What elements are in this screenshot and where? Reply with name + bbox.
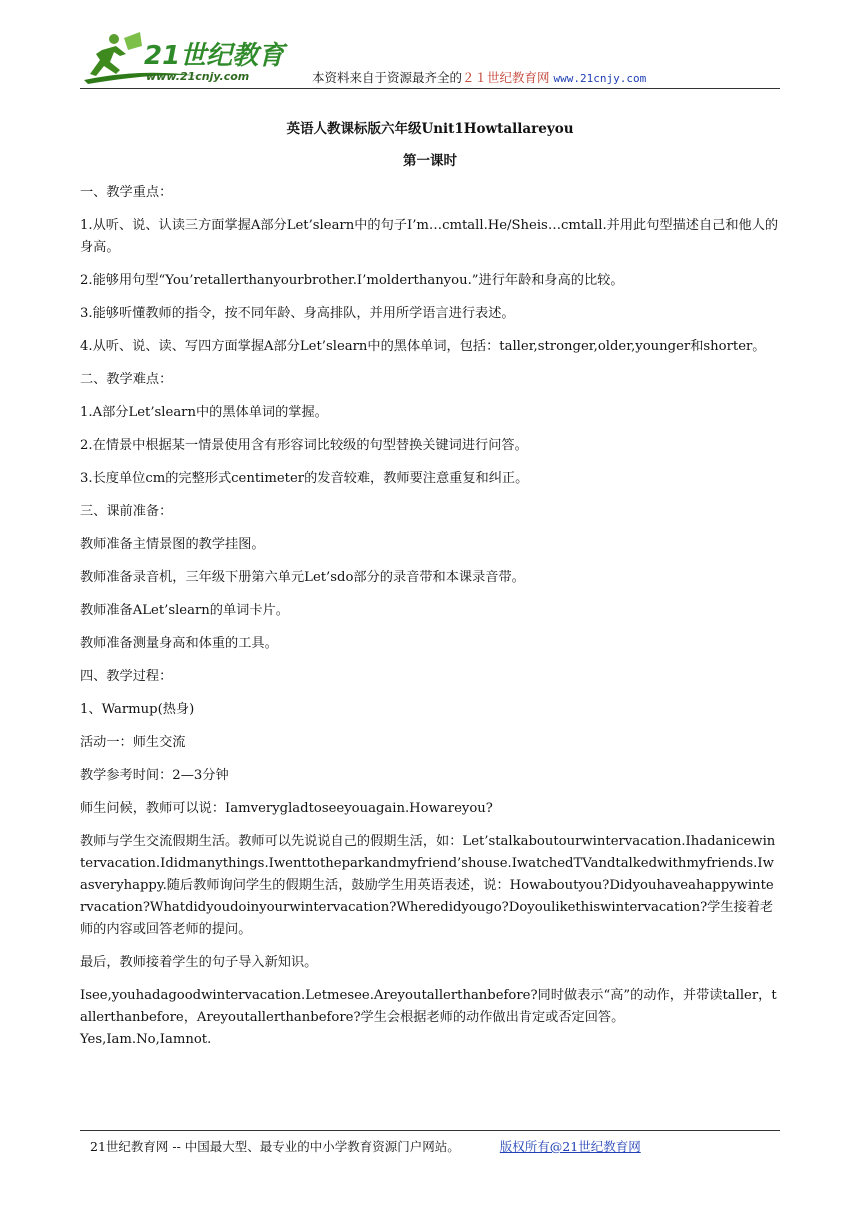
paragraph: 教师准备ALet’slearn的单词卡片。	[80, 603, 289, 618]
paragraph: Yes,Iam.No,Iamnot.	[80, 1032, 212, 1047]
paragraph: 1、Warmup(热身)	[80, 702, 195, 717]
paragraph-list	[80, 182, 780, 1051]
svg-text:21世纪教育: 21世纪教育	[144, 41, 285, 71]
paragraph: 活动一：师生交流	[80, 735, 186, 750]
paragraph: 教师准备测量身高和体重的工具。	[80, 636, 278, 651]
paragraph: 最后，教师接着学生的句子导入新知识。	[80, 955, 318, 970]
paragraph: 教师准备录音机，三年级下册第六单元Let’sdo部分的录音带和本课录音带。	[80, 570, 525, 585]
paragraph: 4.从听、说、读、写四方面掌握A部分Let’slearn中的黑体单词，包括：taller,stronger,older,younger和shorter。	[80, 339, 766, 354]
footer-text: 21世纪教育网 -- 中国最大型、最专业的中小学教育资源门户网站。	[90, 1139, 460, 1154]
header-highlight: ２１世纪教育网	[462, 70, 550, 85]
paragraph: 教学参考时间：2—3分钟	[80, 768, 229, 783]
paragraph: 师生问候，教师可以说：Iamverygladtoseeyouagain.Howareyou?	[80, 801, 493, 816]
footer-divider	[80, 1130, 780, 1131]
paragraph: 四、教学过程：	[80, 669, 173, 684]
paragraph: 2.能够用句型“You’retallerthanyourbrother.I’molderthanyou.”进行年龄和身高的比较。	[80, 273, 624, 288]
page-footer	[90, 1137, 641, 1155]
paragraph: 3.长度单位cm的完整形式centimeter的发音较难，教师要注意重复和纠正。	[80, 471, 529, 486]
paragraph: 1.A部分Let’slearn中的黑体单词的掌握。	[80, 405, 328, 420]
paragraph: 一、教学重点：	[80, 185, 173, 200]
header-source-text	[312, 68, 646, 86]
document-body	[80, 118, 780, 1062]
header-prefix: 本资料来自于资源最齐全的	[312, 70, 463, 85]
footer-copyright-link[interactable]: 版权所有@21世纪教育网	[499, 1139, 641, 1154]
header-divider	[80, 88, 780, 89]
header-url-link[interactable]: www.21cnjy.com	[553, 72, 647, 85]
svg-text:www.21cnjy.com: www.21cnjy.com	[146, 70, 250, 83]
paragraph: 三、课前准备：	[80, 504, 173, 519]
paragraph: 1.从听、说、认读三方面掌握A部分Let’slearn中的句子I’m…cmtall.He/Sheis…cmtall.并用此句型描述自己和他人的身高。	[80, 218, 779, 255]
page-header	[80, 24, 780, 90]
paragraph: Isee,youhadagoodwintervacation.Letmesee.Areyoutallerthanbefore?同时做表示“高”的动作，并带读taller，tallerthanbefore，Areyoutallerthanbefore?学生会根据老师的动作做出肯定或否定回答。	[80, 988, 777, 1025]
paragraph: 3.能够听懂教师的指令，按不同年龄、身高排队，并用所学语言进行表述。	[80, 306, 515, 321]
paragraph: 教师与学生交流假期生活。教师可以先说说自己的假期生活，如：Let’stalkaboutourwintervacation.Ihadanicewintervacation.Ididmanythings.Iwenttotheparkandmyfriend’shouse.IwatchedTVandtalkedwithmyfriends.Iwasveryhappy.随后教师询问学生的假期生活，鼓励学生用英语表述，说：Howaboutyou?Didyouhaveahappywintervacation?Whatdidyoudoinyourwintervacation?Wheredidyougo?Doyoulikethiswintervacation?学生接着老师的内容或回答老师的提问。	[80, 834, 776, 937]
paragraph: 2.在情景中根据某一情景使用含有形容词比较级的句型替换关键词进行问答。	[80, 438, 528, 453]
site-logo	[80, 28, 290, 86]
document-subtitle: 第一课时	[403, 153, 457, 169]
paragraph: 二、教学难点：	[80, 372, 173, 387]
document-title: 英语人教课标版六年级Unit1Howtallareyou	[286, 121, 574, 137]
paragraph: 教师准备主情景图的教学挂图。	[80, 537, 265, 552]
